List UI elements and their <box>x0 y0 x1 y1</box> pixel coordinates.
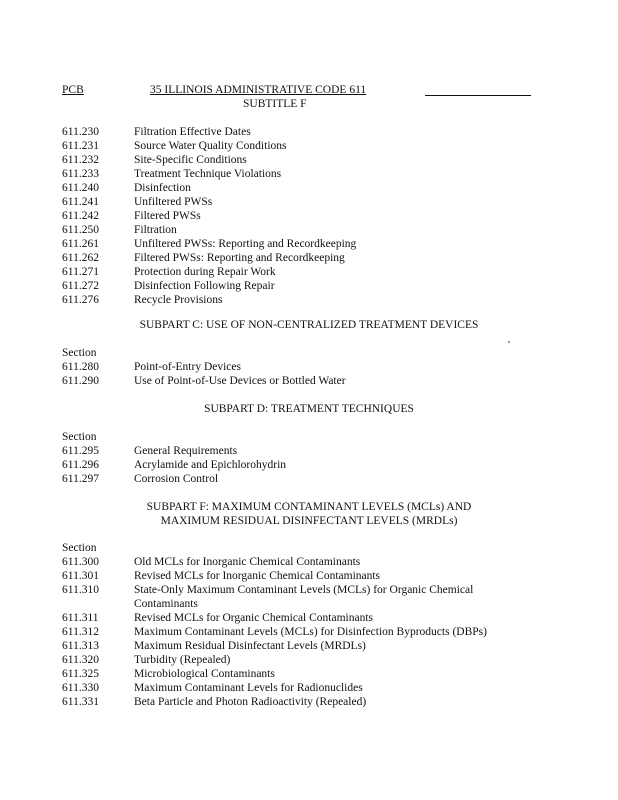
section-title: Source Water Quality Conditions <box>134 140 287 152</box>
toc-row <box>62 139 356 153</box>
toc-row <box>62 555 487 569</box>
toc-row <box>62 625 487 639</box>
section-number: 611.280 <box>62 361 99 373</box>
section-column-label: Section <box>62 542 97 554</box>
section-number: 611.312 <box>62 626 99 638</box>
toc-row <box>62 695 487 709</box>
section-number: 611.241 <box>62 196 99 208</box>
subpart-d-heading: SUBPART D: TREATMENT TECHNIQUES <box>204 403 414 415</box>
subpart-f-heading-line1: SUBPART F: MAXIMUM CONTAMINANT LEVELS (MCLs) AND <box>146 501 472 513</box>
section-number: 611.295 <box>62 445 99 457</box>
section-title: State-Only Maximum Contaminant Levels (MCLs) for Organic Chemical <box>134 584 474 596</box>
section-title-continuation: Contaminants <box>134 598 198 610</box>
section-title: Filtered PWSs: Reporting and Recordkeeping <box>134 252 345 264</box>
section-title: Unfiltered PWSs: Reporting and Recordkeeping <box>134 238 357 250</box>
toc-row <box>62 265 356 279</box>
section-title: Unfiltered PWSs <box>134 196 213 208</box>
section-number: 611.232 <box>62 154 99 166</box>
toc-row <box>62 667 487 681</box>
section-number: 611.230 <box>62 126 99 138</box>
section-title: Treatment Technique Violations <box>134 168 282 180</box>
toc-block-subpart-d <box>62 430 286 486</box>
section-title: Disinfection Following Repair <box>134 280 275 292</box>
section-title: Filtered PWSs <box>134 210 201 222</box>
header-code-title: 35 ILLINOIS ADMINISTRATIVE CODE 611 <box>150 84 367 96</box>
section-title: Old MCLs for Inorganic Chemical Contaminants <box>134 556 361 568</box>
toc-block-subpart-f <box>62 541 487 709</box>
toc-row <box>62 181 356 195</box>
toc-row <box>62 167 356 181</box>
section-number: 611.311 <box>62 612 99 624</box>
section-title: Microbiological Contaminants <box>134 668 275 680</box>
section-title: Turbidity (Repealed) <box>134 654 231 666</box>
section-column-label: Section <box>62 431 97 443</box>
section-title: Acrylamide and Epichlorohydrin <box>134 459 287 471</box>
section-number: 611.261 <box>62 238 99 250</box>
section-number: 611.290 <box>62 375 99 387</box>
toc-row <box>62 472 286 486</box>
section-title: Site-Specific Conditions <box>134 154 247 166</box>
section-title: General Requirements <box>134 445 238 457</box>
section-number: 611.250 <box>62 224 99 236</box>
section-number: 611.301 <box>62 570 99 582</box>
section-number: 611.320 <box>62 654 99 666</box>
section-title: Revised MCLs for Organic Chemical Contaminants <box>134 612 374 624</box>
section-number: 611.297 <box>62 473 99 485</box>
section-number: 611.271 <box>62 266 99 278</box>
toc-row <box>62 374 346 388</box>
section-number: 611.325 <box>62 668 99 680</box>
toc-row <box>62 223 356 237</box>
toc-row <box>62 209 356 223</box>
toc-row <box>62 279 356 293</box>
section-number: 611.231 <box>62 140 99 152</box>
section-number: 611.233 <box>62 168 99 180</box>
section-title: Filtration Effective Dates <box>134 126 251 138</box>
section-number: 611.300 <box>62 556 99 568</box>
section-number: 611.272 <box>62 280 99 292</box>
header-agency: PCB <box>62 84 84 96</box>
section-title: Maximum Contaminant Levels (MCLs) for Disinfection Byproducts (DBPs) <box>134 626 487 638</box>
toc-row <box>62 681 487 695</box>
toc-row <box>62 653 487 667</box>
section-title: Corrosion Control <box>134 473 219 485</box>
toc-row <box>62 611 487 625</box>
toc-row <box>62 153 356 167</box>
toc-row <box>62 125 356 139</box>
section-title: Revised MCLs for Inorganic Chemical Contaminants <box>134 570 381 582</box>
section-number: 611.242 <box>62 210 99 222</box>
section-number: 611.313 <box>62 640 99 652</box>
header-subtitle: SUBTITLE F <box>243 98 307 110</box>
section-column-label: Section <box>62 347 97 359</box>
toc-row <box>62 458 286 472</box>
toc-row <box>62 444 286 458</box>
section-number: 611.296 <box>62 459 99 471</box>
toc-row <box>62 251 356 265</box>
section-title: Recycle Provisions <box>134 294 223 306</box>
section-number: 611.330 <box>62 682 99 694</box>
section-number: 611.310 <box>62 584 99 596</box>
toc-row <box>62 195 356 209</box>
subpart-f-heading-line2: MAXIMUM RESIDUAL DISINFECTANT LEVELS (MRDLs) <box>160 515 458 527</box>
toc-block-subpart-c <box>62 346 346 388</box>
scan-speck <box>508 341 510 343</box>
section-title: Protection during Repair Work <box>134 266 276 278</box>
section-title: Disinfection <box>134 182 191 194</box>
toc-block-subpart-b <box>62 125 356 307</box>
toc-row <box>62 569 487 583</box>
section-title: Maximum Contaminant Levels for Radionuclides <box>134 682 363 694</box>
section-title: Filtration <box>134 224 177 236</box>
section-number: 611.276 <box>62 294 99 306</box>
section-title: Point-of-Entry Devices <box>134 361 241 373</box>
subpart-c-heading: SUBPART C: USE OF NON-CENTRALIZED TREATMENT DEVICES <box>139 319 479 331</box>
toc-row <box>62 583 487 597</box>
header-rule <box>425 95 531 96</box>
section-number: 611.262 <box>62 252 99 264</box>
section-number: 611.331 <box>62 696 99 708</box>
toc-row <box>62 237 356 251</box>
toc-row <box>62 639 487 653</box>
toc-row <box>62 360 346 374</box>
toc-row <box>62 293 356 307</box>
section-number: 611.240 <box>62 182 99 194</box>
section-title: Use of Point-of-Use Devices or Bottled Water <box>134 375 346 387</box>
section-title: Maximum Residual Disinfectant Levels (MRDLs) <box>134 640 366 652</box>
section-title: Beta Particle and Photon Radioactivity (Repealed) <box>134 696 367 708</box>
